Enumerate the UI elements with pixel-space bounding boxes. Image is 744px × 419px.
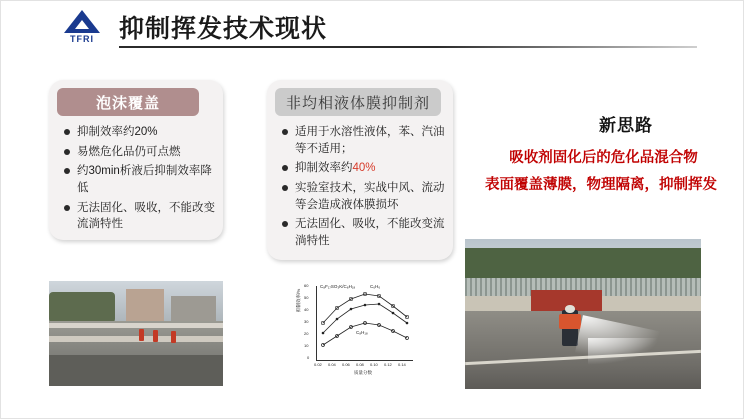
title-divider	[119, 46, 697, 48]
chart-series-svg	[317, 286, 413, 360]
chart-y-tick: 50	[304, 295, 309, 300]
photo-firefighter-helmet	[565, 305, 574, 313]
photo-worker	[171, 331, 176, 343]
list-item: 抑制效率约20%	[63, 124, 215, 141]
chart-y-tick: 20	[304, 331, 309, 336]
chart-series-label: C₆H₆	[370, 284, 381, 289]
logo-label: TFRI	[70, 34, 94, 44]
photo-barrier	[49, 323, 223, 328]
new-idea-line-1: 吸收剂固化后的危化品混合物	[509, 150, 698, 166]
list-item-text: 抑制效率约40%	[295, 162, 376, 175]
chart-y-axis-label: 抑制效率/%	[296, 288, 301, 312]
road-spill-photo	[49, 281, 223, 386]
photo-building-2	[171, 296, 216, 321]
list-item: 易燃危化品仍可点燃	[63, 144, 215, 161]
list-item: 无法固化、吸收，不能改变流淌特性	[63, 200, 215, 233]
chart-y-tick: 30	[304, 319, 309, 324]
list-item: 约30min析液后抑制效率降低	[63, 163, 215, 196]
photo-building	[126, 289, 164, 321]
chart-x-tick: 0.14	[398, 362, 406, 367]
list-item	[281, 160, 445, 177]
chart-x-tick: 0.06	[342, 362, 350, 367]
list-item: 适用于水溶性液体，苯、汽油等不适用；	[281, 124, 445, 157]
chart-series-label: C₈H₁₈	[356, 330, 368, 335]
photo-trees	[49, 292, 115, 324]
slide-header	[1, 1, 744, 55]
chart-x-tick: 0.02	[314, 362, 322, 367]
photo-water-spray-secondary	[588, 338, 659, 365]
suppression-efficiency-chart	[294, 278, 424, 388]
chart-series-label: C₈F₁₇SO₃K/C₈H₁₈	[320, 284, 356, 289]
card-liquid-film-bullets	[281, 124, 445, 253]
photo-shoulder	[49, 336, 223, 342]
card-liquid-film-heading: 非均相液体膜抑制剂	[275, 88, 441, 116]
card-foam-cover-heading: 泡沫覆盖	[57, 88, 199, 116]
list-item: 实验室技术，实战中风、流动等会造成液体膜损坏	[281, 180, 445, 213]
chart-plot-area	[316, 286, 413, 361]
tfri-logo	[59, 9, 105, 47]
photo-worker	[153, 330, 158, 342]
chart-x-tick: 0.04	[328, 362, 336, 367]
logo-inner-triangle-icon	[75, 20, 89, 29]
chart-y-tick: 0	[307, 355, 310, 360]
firefighter-spray-photo	[465, 239, 701, 389]
photo-firefighter-jacket	[559, 314, 580, 329]
card-foam-cover-bullets	[63, 124, 215, 236]
new-idea-title: 新思路	[599, 116, 653, 135]
chart-x-tick: 0.12	[384, 362, 392, 367]
chart-y-tick: 10	[304, 343, 309, 348]
card-liquid-film	[267, 80, 453, 260]
chart-x-axis-label: 质量分数	[354, 370, 372, 375]
photo-worker	[139, 329, 144, 341]
page-title: 抑制挥发技术现状	[119, 15, 328, 43]
chart-y-tick: 60	[304, 283, 309, 288]
new-idea-line-2: 表面覆盖薄膜，物理隔离，抑制挥发	[485, 177, 717, 193]
card-foam-cover	[49, 80, 223, 240]
photo-trees	[465, 248, 701, 281]
chart-x-tick: 0.08	[356, 362, 364, 367]
chart-x-tick: 0.10	[370, 362, 378, 367]
list-item: 无法固化、吸收，不能改变流淌特性	[281, 216, 445, 249]
chart-y-tick: 40	[304, 307, 309, 312]
photo-foreground	[49, 355, 223, 387]
